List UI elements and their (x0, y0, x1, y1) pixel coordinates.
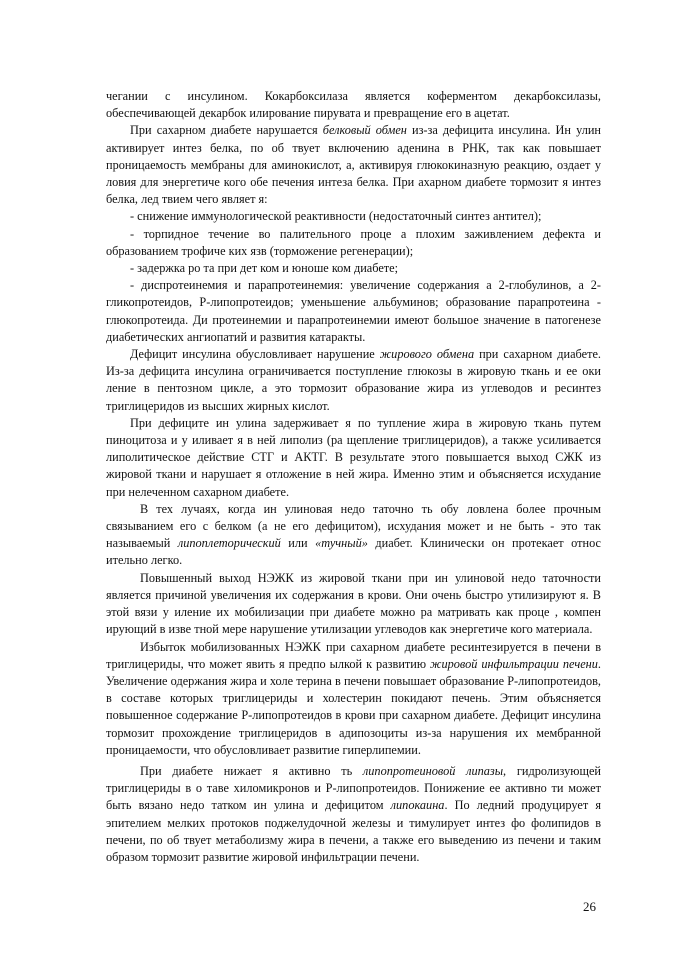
paragraph (106, 226, 601, 260)
text-run: При сахарном диабете нарушается (130, 123, 323, 138)
text-run: . По ледний продуцирует я эпителием мелких протоков поджелудочной железы и тимулирует интез фо фолипидов в печени, по об твует метаболизму жира в печени, а также его выведению из печени и таким образом тормозит развитие жировой инфильтрации печени. (106, 798, 601, 864)
text-run: Повышенный выход НЭЖК из жировой ткани при ин улиновой недо таточности является причиной увеличения их содержания в крови. Они очень быстро утилизируют я. В этой вязи у иление их мобилизации при диабете можно ра матривать как проце , компен ирующий в изве тной мере нарушение утилизации углеводов как энергетиче кого материала. (106, 570, 601, 637)
italic-term: липокаина (390, 798, 445, 813)
body-text (106, 88, 601, 866)
paragraph (106, 346, 601, 415)
text-run: диабет. Клинически он протекает относ ительно легко. (106, 536, 602, 568)
italic-term: жирового обмена (379, 347, 475, 362)
text-run: - торпидное течение во палительного проце а плохим заживлением дефекта и образованием трофиче ких язв (торможение регенерации); (106, 226, 601, 258)
text-run: При диабете нижает я активно ть (140, 763, 363, 778)
italic-term: «тучный» (315, 536, 368, 551)
page-number: 26 (583, 899, 596, 914)
paragraph (106, 639, 601, 759)
text-run: чегании с инсулином. Кокарбоксилаза является коферментом декарбоксилазы, обеспечивающей декарбок илирование пирувата и превращение его в ацетат. (106, 89, 601, 121)
italic-term: липоплеторический (177, 536, 281, 551)
text-run: , гидролизующей триглицериды в о таве хиломикронов и Р-липопротеидов. Понижение ее активно ти может быть вязано недо татком ин улина и дефицитом (106, 763, 601, 813)
text-run: При дефиците ин улина задерживает я по тупление жира в жировую ткань путем пиноцитоза и у иливает я в ней липолиз (ра щепление триглицеридов), а также усиливается липолитическое действие СТГ и АКТГ. В результате этого повышается выход СЖК из жировой ткани и нарушает я отложение в ней жира. Именно этим и объясняется исхудание при нелеченном сахарном диабете. (106, 415, 601, 499)
text-run: из-за дефицита инсулина. Ин улин активирует интез белка, по об твует включению аденина в РНК, так как повышает проницаемость мембраны для аминокислот, а, активируя глюкокиназную реакцию, оздает у ловия для энергетиче кого обе печения интеза белка. При ахарном диабете тормозит я интез белка, лед твием чего являет я: (106, 123, 601, 207)
paragraph (106, 277, 601, 346)
text-run: - снижение иммунологической реактивности (недостаточный синтез антител); (130, 209, 542, 224)
text-run: В тех лучаях, когда ин улиновая недо таточно ть обу ловлена более прочным связыванием его с белком (а не его дефицитом), исхудания может и не быть - это так называемый (106, 501, 601, 551)
paragraph (106, 208, 601, 225)
text-run: или (280, 536, 316, 551)
paragraph (106, 570, 601, 639)
paragraph (106, 415, 601, 501)
paragraph (106, 88, 601, 122)
paragraph (106, 763, 601, 866)
text-run: - задержка ро та при дет ком и юноше ком диабете; (130, 261, 399, 276)
italic-term: липопротеиновой липазы (362, 763, 504, 778)
text-run: Дефицит инсулина обусловливает нарушение (130, 347, 380, 362)
italic-term: жировой инфильтрации печени (430, 656, 598, 671)
paragraph (106, 501, 601, 570)
text-run: - диспротеинемия и парапротеинемия: увеличение содержания а 2-глобулинов, а 2-гликопротеидов, Р-липопротеидов; уменьшение альбуминов; образование парапротеина - глюкопротеида. Ди протеинемии и парапротеинемии имеют большое значение в патогенезе диабетических ангиопатий и развития катаракты. (106, 278, 601, 344)
italic-term: белковый обмен (322, 123, 407, 138)
paragraph (106, 122, 601, 208)
text-run: . Увеличение одержания жира и холе терина в печени повышает образование Р-липопротеидов, в составе которых триглицериды и холестерин покидают печень. Этим объясняется повышенное содержание Р-липопротеидов в крови при сахарном диабете. Дефицит инсулина тормозит прохождение триглицеридов в адипозоциты из-за нарушения их мембранной проницаемости, что обусловливает развитие гиперлипемии. (106, 656, 601, 757)
paragraph (106, 260, 601, 277)
text-run: Избыток мобилизованных НЭЖК при сахарном диабете ресинтезируется в печени в триглицериды, что может явить я предпо ылкой к развитию (106, 639, 601, 671)
text-run: при сахарном диабете. Из-за дефицита инсулина ограничивается поступление глюкозы в жировую ткань и ее оки ление в пентозном цикле, а это тормозит образование жира из углеводов и ресинтез триглицеридов из высших жирных кислот. (106, 347, 601, 413)
